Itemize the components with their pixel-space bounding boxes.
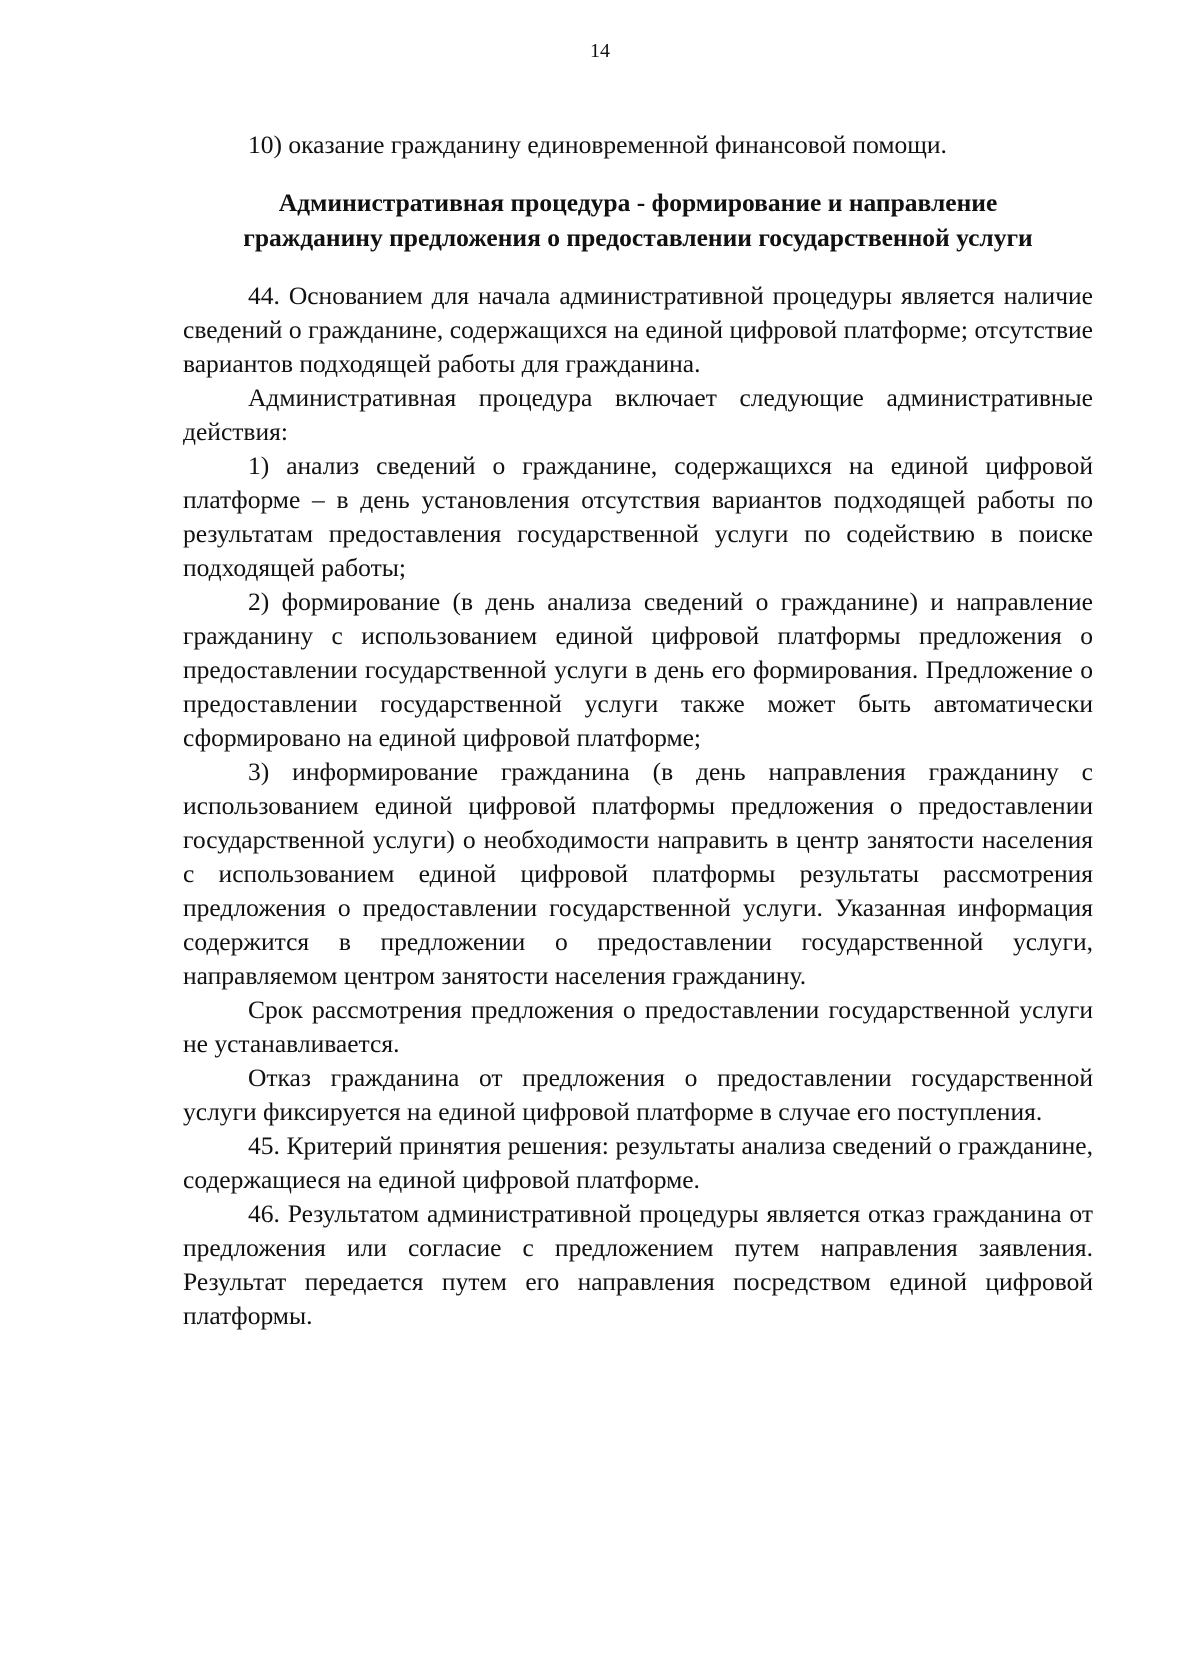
list-item-10: 10) оказание гражданину единовременной финансовой помощи. (248, 130, 947, 159)
paragraph-46: 46. Результатом административной процедуры является отказ гражданина от предложения или согласие с предложением путем направления заявления. Результат передается путем его направления посредством единой цифровой платформы. (183, 1199, 1093, 1330)
section-heading-line-1: Административная процедура - формирование и направление (278, 188, 998, 217)
paragraph-refusal: Отказ гражданина от предложения о предоставлении государственной услуги фиксируется на единой цифровой платформе в случае его поступления. (183, 1063, 1093, 1126)
paragraph-44: 44. Основанием для начала административной процедуры является наличие сведений о гражданине, содержащихся на единой цифровой платформе; отсутствие вариантов подходящей работы для гражданина. (183, 281, 1093, 378)
page-number: 14 (590, 40, 610, 62)
paragraph-45: 45. Критерий принятия решения: результаты анализа сведений о гражданине, содержащиеся на единой цифровой платформе. (183, 1131, 1093, 1194)
paragraph-action-3: 3) информирование гражданина (в день направления гражданину с использованием единой цифровой платформы предложения о предоставлении государственной услуги) о необходимости направить в центр занятости населения с использованием единой цифровой платформы результаты рассмотрения предложения о предоставлении государственной услуги. Указанная информация содержится в предложении о предоставлении государственной услуги, направляемом центром занятости населения гражданину. (183, 757, 1093, 990)
paragraph-review-term: Срок рассмотрения предложения о предоставлении государственной услуги не устанавливается. (183, 995, 1093, 1058)
paragraph-action-1: 1) анализ сведений о гражданине, содержащихся на единой цифровой платформе – в день установления отсутствия вариантов подходящей работы по результатам предоставления государственной услуги по содействию в поиске подходящей работы; (183, 451, 1093, 582)
document-body (183, 128, 1093, 1333)
section-heading-line-2: гражданину предложения о предоставлении государственной услуги (243, 223, 1033, 252)
section-heading (183, 185, 1093, 255)
paragraph-action-2: 2) формирование (в день анализа сведений о гражданине) и направление гражданину с использованием единой цифровой платформы предложения о предоставлении государственной услуги в день его формирования. Предложение о предоставлении государственной услуги также может быть автоматически сформировано на единой цифровой платформе; (183, 587, 1093, 752)
paragraph-actions-intro: Административная процедура включает следующие административные действия: (183, 383, 1093, 446)
